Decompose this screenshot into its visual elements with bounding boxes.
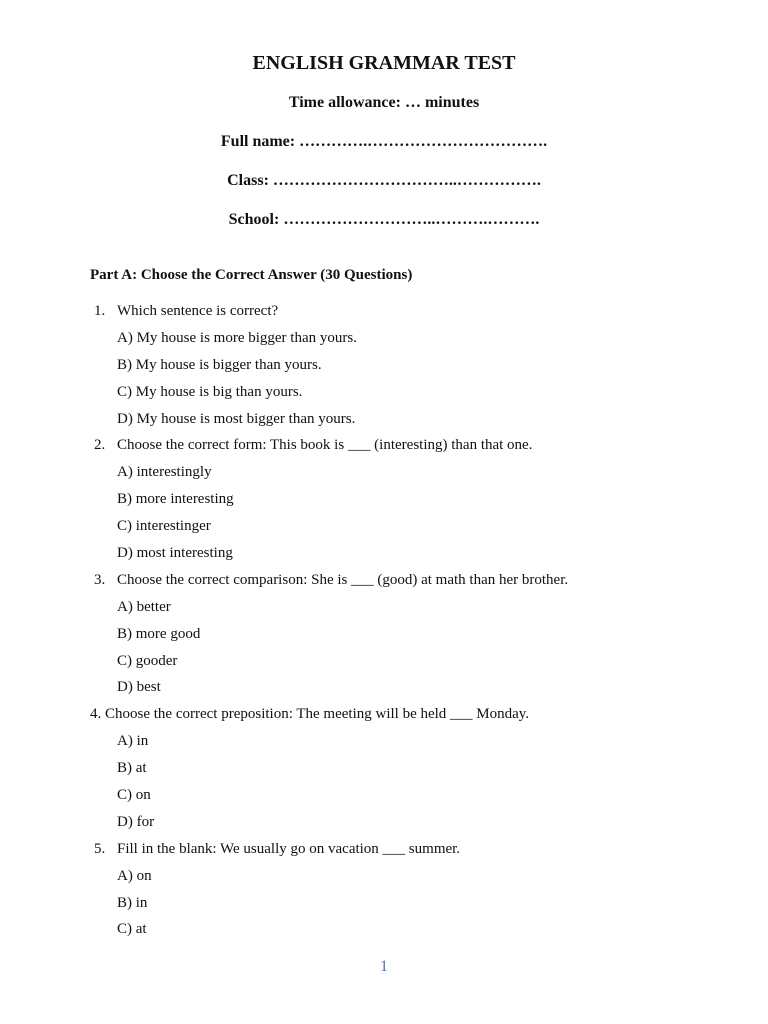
option-text: C) at <box>117 921 147 938</box>
option-text: A) better <box>117 598 171 615</box>
answer-option <box>0 812 768 839</box>
answer-option <box>0 758 768 785</box>
part-a-heading: Part A: Choose the Correct Answer (30 Questions) <box>90 267 413 283</box>
full-name-field: Full name: ………….……………………………. <box>220 133 548 150</box>
class-field: Class: ……………………………..……………. <box>227 172 541 189</box>
option-text: B) more interesting <box>117 491 234 508</box>
question-number: 5. <box>94 840 106 857</box>
time-allowance: Time allowance: … minutes <box>288 94 480 111</box>
question-2 <box>0 435 768 462</box>
answer-option <box>0 651 768 678</box>
option-text: D) most interesting <box>117 545 233 562</box>
answer-option <box>0 543 768 570</box>
question-text: Fill in the blank: We usually go on vacation ___ summer. <box>117 840 461 857</box>
question-3 <box>0 570 768 597</box>
question-text: Choose the correct form: This book is ___ (interesting) than that one. <box>117 437 533 454</box>
answer-option <box>0 597 768 624</box>
option-text: B) more good <box>117 625 201 642</box>
answer-option <box>0 516 768 543</box>
question-number: 2. <box>94 437 106 454</box>
option-text: D) for <box>117 813 155 830</box>
answer-option <box>0 866 768 893</box>
option-text: C) interestinger <box>117 518 211 535</box>
option-text: B) My house is bigger than yours. <box>117 356 322 373</box>
option-text: A) on <box>117 867 152 884</box>
page-number: 1 <box>380 958 388 975</box>
option-text: C) on <box>117 787 151 804</box>
option-text: B) at <box>117 760 147 777</box>
question-text: Which sentence is correct? <box>117 303 279 319</box>
question-number: 1. <box>94 303 106 319</box>
answer-option <box>0 893 768 920</box>
answer-option <box>0 382 768 409</box>
option-text: C) gooder <box>117 652 178 669</box>
option-text: A) My house is more bigger than yours. <box>117 329 357 346</box>
answer-option <box>0 355 768 382</box>
school-field: School: ………………………..……….………. <box>228 211 540 228</box>
answer-option <box>0 328 768 355</box>
question-text: 4. Choose the correct preposition: The meeting will be held ___ Monday. <box>90 706 530 723</box>
answer-option <box>0 677 768 704</box>
option-text: B) in <box>117 894 148 911</box>
option-text: D) best <box>117 679 161 696</box>
answer-option <box>0 919 768 946</box>
question-text: Choose the correct comparison: She is ___ (good) at math than her brother. <box>117 571 569 588</box>
question-number: 3. <box>94 571 106 588</box>
answer-option <box>0 731 768 758</box>
option-text: C) My house is big than yours. <box>117 383 303 400</box>
question-1 <box>0 301 768 328</box>
test-title: ENGLISH GRAMMAR TEST <box>252 52 516 74</box>
answer-option <box>0 409 768 436</box>
answer-option <box>0 785 768 812</box>
question-4 <box>0 704 768 731</box>
answer-option <box>0 462 768 489</box>
option-text: D) My house is most bigger than yours. <box>117 410 356 427</box>
option-text: A) interestingly <box>117 464 212 481</box>
question-list <box>0 301 768 946</box>
answer-option <box>0 489 768 516</box>
answer-option <box>0 624 768 651</box>
option-text: A) in <box>117 733 149 750</box>
question-5 <box>0 839 768 866</box>
